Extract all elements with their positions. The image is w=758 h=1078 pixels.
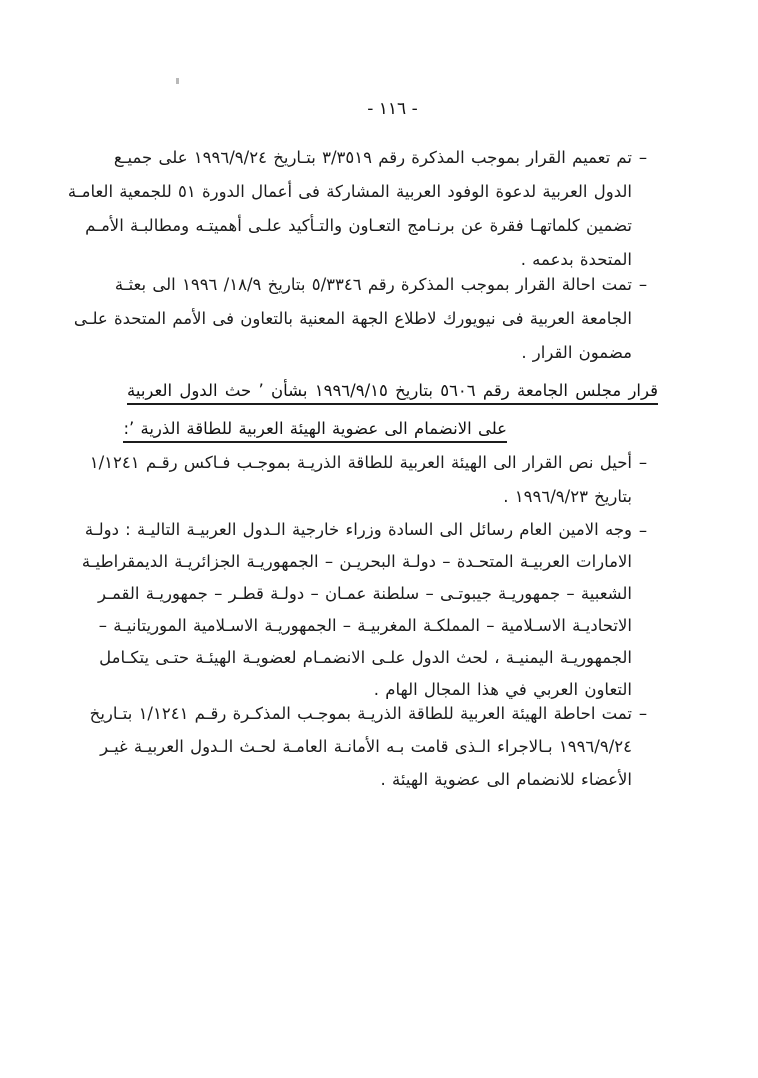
bullet-dash: – xyxy=(638,275,648,294)
text-line: المتحدة بدعمه . xyxy=(520,250,632,269)
bullet-dash: – xyxy=(638,521,648,540)
scan-speck xyxy=(176,78,179,84)
bullet-dash: – xyxy=(638,148,648,167)
heading-underlined-text: على الانضمام الى عضوية الهيئة العربية للطاقة الذرية ’: xyxy=(123,419,507,443)
heading-line xyxy=(123,412,507,445)
text-line: الاتحاديـة الاسـلامية – المملكـة المغربيـة – الجمهوريـة الاسـلامية الموريتانيـة – xyxy=(98,616,632,635)
text-line: مضمون القرار . xyxy=(521,343,632,362)
text-line: الجمهوريـة اليمنيـة ، لحث الدول علـى الانضمـام لعضويـة الهيئـة حتـى يتكـامل xyxy=(99,648,632,667)
bullet-paragraph-notification xyxy=(89,697,648,796)
bullet-paragraph-fax xyxy=(89,446,648,514)
bullet-paragraph-letters xyxy=(81,514,648,706)
text-line: تم تعميم القرار بموجب المذكرة رقم ٣/٣٥١٩ بتـاريخ ١٩٩٦/٩/٢٤ على جميـع xyxy=(113,148,632,167)
heading-line xyxy=(127,374,658,407)
text-line: الجامعة العربية فى نيويورك لاطلاع الجهة المعنية بالتعاون فى الأمم المتحدة علـى xyxy=(73,309,632,328)
bullet-dash: – xyxy=(638,453,648,472)
text-line: الدول العربية لدعوة الوفود العربية المشاركة فى أعمال الدورة ٥١ للجمعية العامـة xyxy=(67,182,632,201)
text-line: الأعضاء للانضمام الى عضوية الهيئة . xyxy=(380,770,632,789)
text-line: تضمين كلماتهـا فقرة عن برنـامج التعـاون والتـأكيد علـى أهميتـه ومطالبـة الأمـم xyxy=(85,216,632,235)
text-line: تمت احالة القرار بموجب المذكرة رقم ٥/٣٣٤٦ بتاريخ ١٨/٩/ ١٩٩٦ الى بعثـة xyxy=(114,275,632,294)
text-line: التعاون العربي في هذا المجال الهام . xyxy=(373,680,632,699)
bullet-paragraph-referral xyxy=(73,268,648,370)
page-number: - ١١٦ - xyxy=(367,99,418,119)
text-line: تمت احاطة الهيئة العربية للطاقة الذريـة بموجـب المذكـرة رقـم ١/١٢٤١ بتـاريخ xyxy=(89,704,632,723)
bullet-dash: – xyxy=(638,704,648,723)
resolution-heading xyxy=(123,374,658,445)
text-line: وجه الامين العام رسائل الى السادة وزراء خارجية الـدول العربيـة التاليـة : دولـة xyxy=(84,520,632,539)
text-line: أحيل نص القرار الى الهيئة العربية للطاقة الذريـة بموجـب فـاكس رقـم ١/١٢٤١ xyxy=(89,453,632,472)
text-line: ١٩٩٦/٩/٢٤ بـالاجراء الـذى قامت بـه الأمانـة العامـة لحـث الـدول العربيـة غيـر xyxy=(100,737,632,756)
heading-underlined-text: قرار مجلس الجامعة رقم ٥٦٠٦ بتاريخ ١٩٩٦/٩/١٥ بشأن ’ حث الدول العربية xyxy=(127,381,658,405)
bullet-paragraph-circulation xyxy=(67,141,648,277)
text-line: بتاريخ ١٩٩٦/٩/٢٣ . xyxy=(503,487,632,506)
text-line: الامارات العربيـة المتحـدة – دولـة البحريـن – الجمهوريـة الجزائريـة الديمقراطيـة xyxy=(81,552,632,571)
text-line: الشعبية – جمهوريـة جيبوتـى – سلطنة عمـان – دولـة قطـر – جمهوريـة القمـر xyxy=(98,584,632,603)
